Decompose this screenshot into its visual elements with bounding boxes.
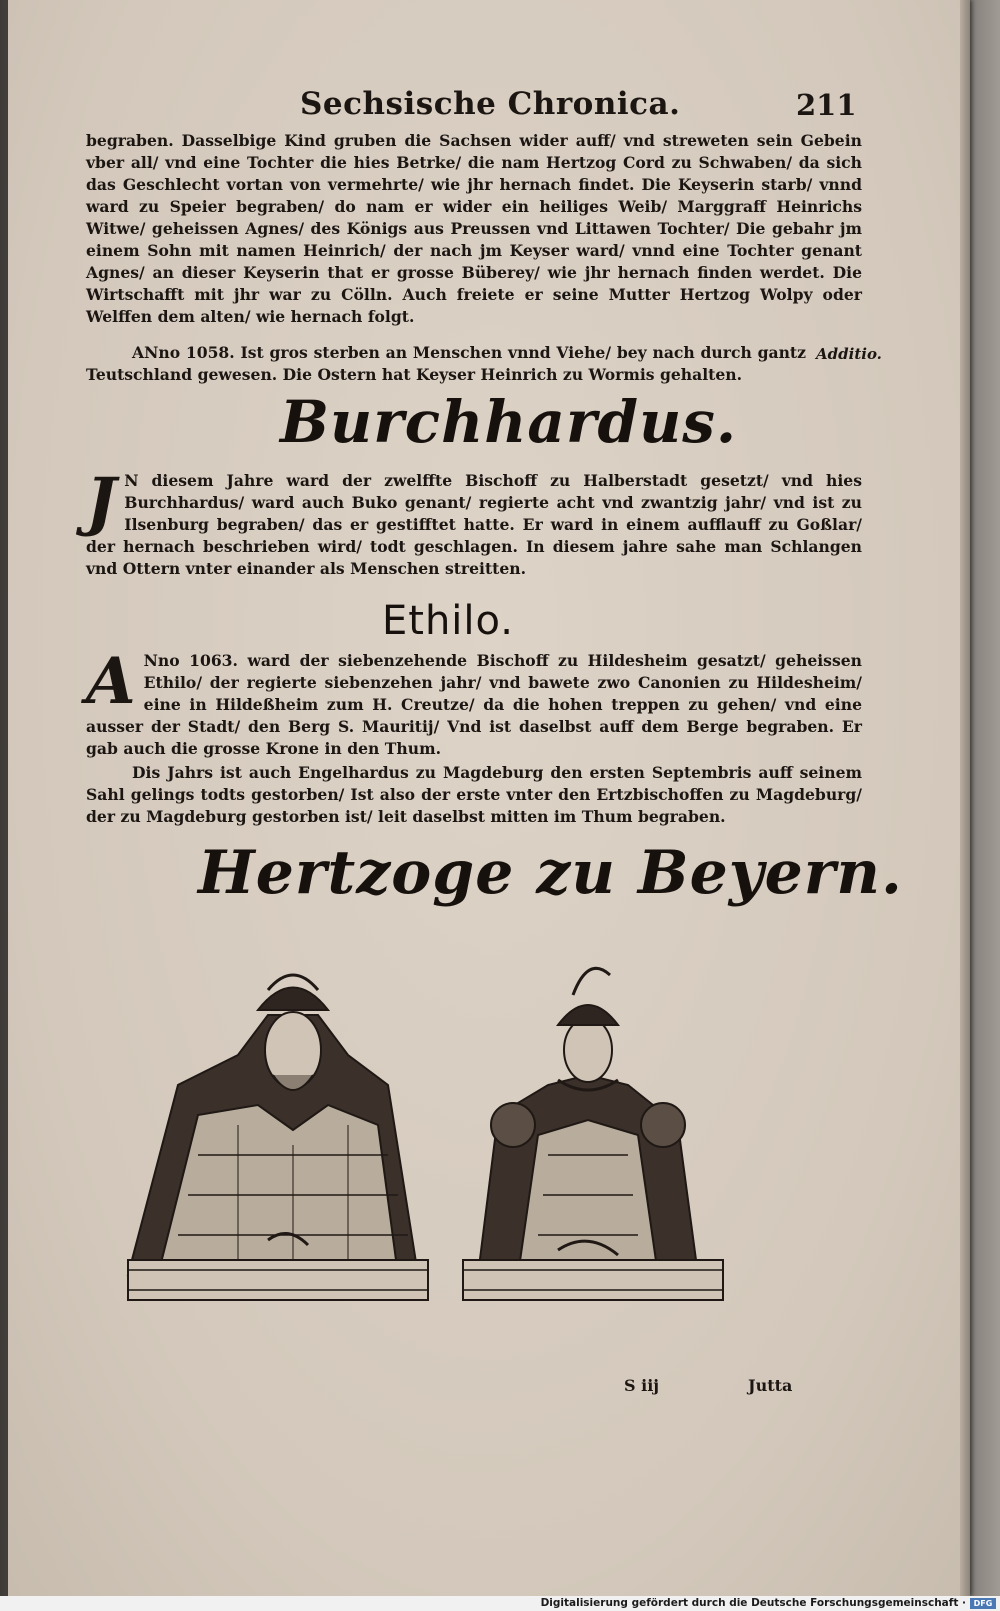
catchword: Jutta [748,1376,793,1395]
paragraph-text: Dis Jahrs ist auch Engelhardus zu Magdeburg den ersten Septembris auff seinem Sahl gelings todts gestorben/ Ist also der erste vnter den Ertzbischoffen zu Magdeburg/ der zu Magdeburg gestorben ist/ leit daselbst mitten im Thum begraben. [86,763,862,826]
initial-letter: A [86,644,136,719]
paragraph-engelhardus [86,762,862,828]
dfg-logo-icon[interactable]: DFG [970,1598,996,1609]
page-number: 211 [796,88,857,122]
paragraph-text: begraben. Dasselbige Kind gruben die Sachsen wider auff/ vnd streweten sein Gebein vber all/ vnd eine Tochter die hies Betrke/ die nam Hertzog Cord zu Schwaben/ da sich das Geschlecht vortan von vermehrte/ wie jhr hernach findet. Die Keyserin starb/ vnnd ward zu Speier begraben/ do nam er wider ein heiliges Weib/ Marggraff Heinrichs Witwe/ geheissen Agnes/ des Königs aus Preussen vnd Littawen Tochter/ Die gebahr jm einem Sohn mit namen Heinrich/ der nach jm Keyser ward/ vnnd eine Tochter genant Agnes/ an dieser Keyserin that er grosse Büberey/ wie jhr hernach finden werdet. Die Wirtschafft mit jhr war zu Cölln. Auch freiete er seine Mutter Hertzog Wolpy oder Welffen dem alten/ wie hernach folgt. [86,131,862,326]
lady-figure [463,968,723,1300]
paragraph-ethilo [86,644,862,760]
paragraph-text: Nno 1063. ward der siebenzehende Bischoff zu Hildesheim gesatzt/ geheissen Ethilo/ der regierte siebenzehen jahr/ vnd bawete zwo Canonien zu Hildesheim/ eine in Hildeßheim zum H. Creutze/ da die hohen treppen zu gehen/ vnd eine ausser der Stadt/ den Berg S. Mauritij/ Vnd ist daselbst auff dem Berge begraben. Er gab auch die grosse Krone in den Thum. [86,651,862,758]
paragraph-text: ANno 1058. Ist gros sterben an Menschen vnnd Viehe/ bey nach durch gantz Teutschland gewesen. Die Ostern hat Keyser Heinrich zu Wormis gehalten. [86,343,806,384]
running-head: Sechsische Chronica. [300,86,681,122]
heading-ethilo: Ethilo. [382,598,515,644]
signature-mark: S iij [624,1376,660,1395]
paragraph-begraben [86,130,862,328]
heading-burchhardus: Burchhardus. [280,388,738,456]
paragraph-burchhardus [86,464,862,580]
initial-letter: J [86,464,117,539]
footer-credit: Digitalisierung gefördert durch die Deutsche Forschungsgemeinschaft · [540,1597,966,1609]
duke-figure [128,975,428,1300]
margin-note: Additio. [816,345,882,363]
woodcut-illustration [118,955,798,1355]
paragraph-anno-1058 [86,342,806,386]
heading-hertzoge: Hertzoge zu Beyern. [198,838,903,908]
paragraph-text: N diesem Jahre ward der zwelffte Bischoff zu Halberstadt gesetzt/ vnd hies Burchhardus/ ward auch Buko genant/ regierte acht vnd zwantzig jahr/ vnd ist zu Ilsenburg begraben/ das er gestifftet hatte. Er ward in einem aufflauff zu Goßlar/ der hernach beschrieben wird/ todt geschlagen. In diesem jahre sahe man Schlangen vnd Ottern vnter einander als Menschen streitten. [86,471,862,578]
page-edge [960,0,970,1596]
book-page [8,0,970,1596]
